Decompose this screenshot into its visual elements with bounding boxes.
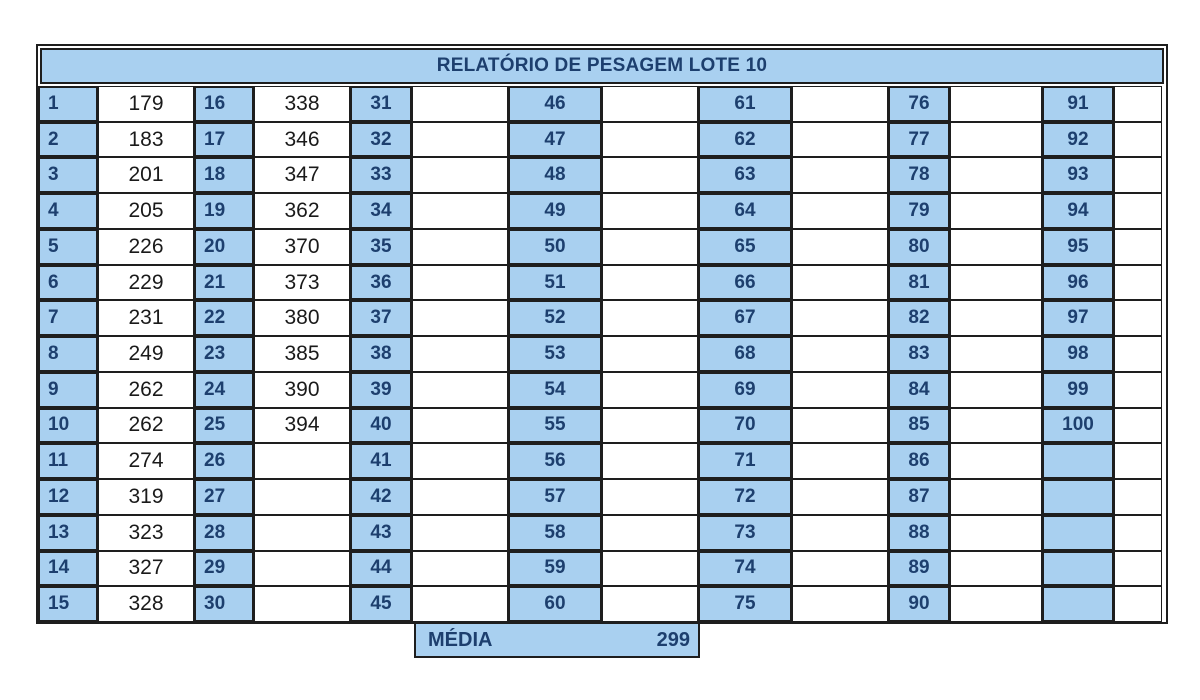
weight-cell	[602, 193, 698, 229]
weight-cell	[792, 193, 888, 229]
weight-cell: 262	[98, 408, 194, 444]
weighing-grid	[38, 86, 1166, 622]
weight-cell	[602, 122, 698, 158]
weight-cell	[412, 86, 508, 122]
animal-number-cell: 33	[350, 157, 412, 193]
weight-cell	[950, 479, 1042, 515]
weight-cell	[412, 229, 508, 265]
animal-number-cell: 50	[508, 229, 602, 265]
weight-cell	[1114, 408, 1162, 444]
animal-number-cell: 87	[888, 479, 950, 515]
weight-cell: 380	[254, 300, 350, 336]
weight-cell	[792, 265, 888, 301]
weight-cell	[792, 515, 888, 551]
weight-cell	[1114, 265, 1162, 301]
weight-cell: 179	[98, 86, 194, 122]
weight-cell: 362	[254, 193, 350, 229]
weight-cell	[412, 479, 508, 515]
animal-number-cell: 5	[38, 229, 98, 265]
weight-cell	[412, 443, 508, 479]
animal-number-cell: 80	[888, 229, 950, 265]
weight-cell	[1114, 157, 1162, 193]
weighing-report-sheet	[36, 44, 1168, 624]
animal-number-cell: 45	[350, 586, 412, 622]
weight-cell	[792, 479, 888, 515]
weight-cell: 327	[98, 551, 194, 587]
animal-number-cell: 47	[508, 122, 602, 158]
weight-cell	[950, 265, 1042, 301]
animal-number-cell: 100	[1042, 408, 1114, 444]
weight-cell: 346	[254, 122, 350, 158]
weight-cell: 205	[98, 193, 194, 229]
animal-number-cell: 63	[698, 157, 792, 193]
animal-number-cell: 42	[350, 479, 412, 515]
animal-number-cell: 2	[38, 122, 98, 158]
animal-number-cell	[1042, 586, 1114, 622]
weight-cell	[412, 122, 508, 158]
weight-cell: 328	[98, 586, 194, 622]
animal-number-cell: 62	[698, 122, 792, 158]
animal-number-cell: 99	[1042, 372, 1114, 408]
weight-cell	[412, 408, 508, 444]
weight-cell	[602, 551, 698, 587]
weight-cell	[950, 122, 1042, 158]
animal-number-cell: 49	[508, 193, 602, 229]
weight-cell	[792, 443, 888, 479]
weight-cell	[1114, 586, 1162, 622]
weight-cell	[602, 372, 698, 408]
weight-cell	[1114, 193, 1162, 229]
animal-number-cell: 98	[1042, 336, 1114, 372]
animal-number-cell: 75	[698, 586, 792, 622]
weight-cell	[412, 193, 508, 229]
animal-number-cell: 69	[698, 372, 792, 408]
weight-cell: 390	[254, 372, 350, 408]
animal-number-cell: 77	[888, 122, 950, 158]
weight-cell	[412, 551, 508, 587]
weight-cell: 347	[254, 157, 350, 193]
animal-number-cell: 55	[508, 408, 602, 444]
animal-number-cell: 7	[38, 300, 98, 336]
animal-number-cell: 90	[888, 586, 950, 622]
weight-cell	[950, 408, 1042, 444]
animal-number-cell: 8	[38, 336, 98, 372]
weight-cell	[792, 408, 888, 444]
animal-number-cell: 93	[1042, 157, 1114, 193]
animal-number-cell: 12	[38, 479, 98, 515]
animal-number-cell: 91	[1042, 86, 1114, 122]
weight-cell	[950, 193, 1042, 229]
weight-cell	[602, 586, 698, 622]
animal-number-cell: 81	[888, 265, 950, 301]
weight-cell	[602, 300, 698, 336]
weight-cell	[950, 443, 1042, 479]
animal-number-cell: 35	[350, 229, 412, 265]
animal-number-cell: 52	[508, 300, 602, 336]
weight-cell	[1114, 336, 1162, 372]
animal-number-cell: 76	[888, 86, 950, 122]
weight-cell	[792, 229, 888, 265]
animal-number-cell: 85	[888, 408, 950, 444]
weight-cell	[254, 586, 350, 622]
weight-cell	[950, 300, 1042, 336]
weight-cell	[1114, 479, 1162, 515]
animal-number-cell: 13	[38, 515, 98, 551]
animal-number-cell: 14	[38, 551, 98, 587]
weight-cell	[254, 551, 350, 587]
animal-number-cell: 39	[350, 372, 412, 408]
animal-number-cell: 6	[38, 265, 98, 301]
animal-number-cell: 44	[350, 551, 412, 587]
animal-number-cell: 60	[508, 586, 602, 622]
animal-number-cell: 46	[508, 86, 602, 122]
animal-number-cell: 74	[698, 551, 792, 587]
weight-cell	[602, 479, 698, 515]
weight-cell: 319	[98, 479, 194, 515]
animal-number-cell: 43	[350, 515, 412, 551]
weight-cell: 249	[98, 336, 194, 372]
weight-cell	[412, 515, 508, 551]
animal-number-cell: 71	[698, 443, 792, 479]
average-label: MÉDIA	[428, 628, 493, 651]
weight-cell	[412, 336, 508, 372]
weight-cell	[602, 265, 698, 301]
animal-number-cell: 92	[1042, 122, 1114, 158]
weight-cell	[602, 515, 698, 551]
weight-cell	[792, 300, 888, 336]
weight-cell	[950, 229, 1042, 265]
weight-cell	[950, 336, 1042, 372]
animal-number-cell: 84	[888, 372, 950, 408]
weight-cell	[792, 551, 888, 587]
animal-number-cell: 4	[38, 193, 98, 229]
animal-number-cell: 65	[698, 229, 792, 265]
weight-cell	[792, 86, 888, 122]
animal-number-cell: 64	[698, 193, 792, 229]
weight-cell	[1114, 122, 1162, 158]
animal-number-cell: 27	[194, 479, 254, 515]
animal-number-cell: 58	[508, 515, 602, 551]
weight-cell	[1114, 515, 1162, 551]
animal-number-cell: 40	[350, 408, 412, 444]
weight-cell	[412, 372, 508, 408]
animal-number-cell: 56	[508, 443, 602, 479]
animal-number-cell: 68	[698, 336, 792, 372]
animal-number-cell: 1	[38, 86, 98, 122]
animal-number-cell: 21	[194, 265, 254, 301]
animal-number-cell: 96	[1042, 265, 1114, 301]
weight-cell	[950, 586, 1042, 622]
weight-cell	[602, 157, 698, 193]
animal-number-cell: 15	[38, 586, 98, 622]
animal-number-cell: 57	[508, 479, 602, 515]
animal-number-cell: 89	[888, 551, 950, 587]
animal-number-cell: 25	[194, 408, 254, 444]
animal-number-cell: 17	[194, 122, 254, 158]
animal-number-cell: 79	[888, 193, 950, 229]
animal-number-cell: 88	[888, 515, 950, 551]
animal-number-cell: 29	[194, 551, 254, 587]
weight-cell	[792, 586, 888, 622]
animal-number-cell: 28	[194, 515, 254, 551]
animal-number-cell: 16	[194, 86, 254, 122]
weight-cell: 231	[98, 300, 194, 336]
weight-cell	[602, 336, 698, 372]
animal-number-cell: 26	[194, 443, 254, 479]
weight-cell	[602, 408, 698, 444]
average-box	[414, 622, 700, 658]
animal-number-cell: 38	[350, 336, 412, 372]
weight-cell	[792, 122, 888, 158]
animal-number-cell: 70	[698, 408, 792, 444]
animal-number-cell: 22	[194, 300, 254, 336]
animal-number-cell: 23	[194, 336, 254, 372]
animal-number-cell: 86	[888, 443, 950, 479]
animal-number-cell	[1042, 515, 1114, 551]
weight-cell	[792, 336, 888, 372]
animal-number-cell: 31	[350, 86, 412, 122]
weight-cell: 370	[254, 229, 350, 265]
weight-cell	[950, 86, 1042, 122]
weight-cell	[950, 551, 1042, 587]
animal-number-cell: 95	[1042, 229, 1114, 265]
animal-number-cell: 78	[888, 157, 950, 193]
weight-cell	[254, 443, 350, 479]
animal-number-cell	[1042, 479, 1114, 515]
animal-number-cell: 73	[698, 515, 792, 551]
animal-number-cell: 18	[194, 157, 254, 193]
animal-number-cell: 37	[350, 300, 412, 336]
weight-cell: 274	[98, 443, 194, 479]
animal-number-cell: 72	[698, 479, 792, 515]
animal-number-cell	[1042, 551, 1114, 587]
weight-cell	[1114, 551, 1162, 587]
animal-number-cell: 20	[194, 229, 254, 265]
animal-number-cell: 59	[508, 551, 602, 587]
weight-cell	[254, 479, 350, 515]
weight-cell: 385	[254, 336, 350, 372]
animal-number-cell: 51	[508, 265, 602, 301]
animal-number-cell: 24	[194, 372, 254, 408]
animal-number-cell: 34	[350, 193, 412, 229]
weight-cell: 229	[98, 265, 194, 301]
weight-cell	[412, 157, 508, 193]
weight-cell	[1114, 86, 1162, 122]
animal-number-cell: 66	[698, 265, 792, 301]
animal-number-cell: 53	[508, 336, 602, 372]
animal-number-cell: 11	[38, 443, 98, 479]
weight-cell	[792, 157, 888, 193]
weight-cell: 394	[254, 408, 350, 444]
weight-cell	[792, 372, 888, 408]
animal-number-cell: 82	[888, 300, 950, 336]
animal-number-cell: 19	[194, 193, 254, 229]
weight-cell	[1114, 300, 1162, 336]
weight-cell	[1114, 443, 1162, 479]
weight-cell	[1114, 372, 1162, 408]
weight-cell	[950, 157, 1042, 193]
weight-cell	[1114, 229, 1162, 265]
weight-cell	[602, 229, 698, 265]
weight-cell: 226	[98, 229, 194, 265]
animal-number-cell: 94	[1042, 193, 1114, 229]
weight-cell: 323	[98, 515, 194, 551]
weight-cell: 373	[254, 265, 350, 301]
weight-cell: 338	[254, 86, 350, 122]
animal-number-cell: 41	[350, 443, 412, 479]
animal-number-cell: 36	[350, 265, 412, 301]
animal-number-cell: 97	[1042, 300, 1114, 336]
weight-cell	[602, 443, 698, 479]
weight-cell: 201	[98, 157, 194, 193]
animal-number-cell	[1042, 443, 1114, 479]
animal-number-cell: 10	[38, 408, 98, 444]
animal-number-cell: 9	[38, 372, 98, 408]
animal-number-cell: 48	[508, 157, 602, 193]
weight-cell	[412, 265, 508, 301]
animal-number-cell: 54	[508, 372, 602, 408]
weight-cell	[412, 586, 508, 622]
weight-cell	[412, 300, 508, 336]
average-value: 299	[656, 628, 690, 651]
animal-number-cell: 32	[350, 122, 412, 158]
weight-cell	[950, 515, 1042, 551]
weight-cell: 183	[98, 122, 194, 158]
weight-cell	[254, 515, 350, 551]
animal-number-cell: 67	[698, 300, 792, 336]
animal-number-cell: 83	[888, 336, 950, 372]
weight-cell	[950, 372, 1042, 408]
weight-cell: 262	[98, 372, 194, 408]
animal-number-cell: 30	[194, 586, 254, 622]
animal-number-cell: 61	[698, 86, 792, 122]
weight-cell	[602, 86, 698, 122]
animal-number-cell: 3	[38, 157, 98, 193]
report-title: RELATÓRIO DE PESAGEM LOTE 10	[40, 48, 1164, 84]
